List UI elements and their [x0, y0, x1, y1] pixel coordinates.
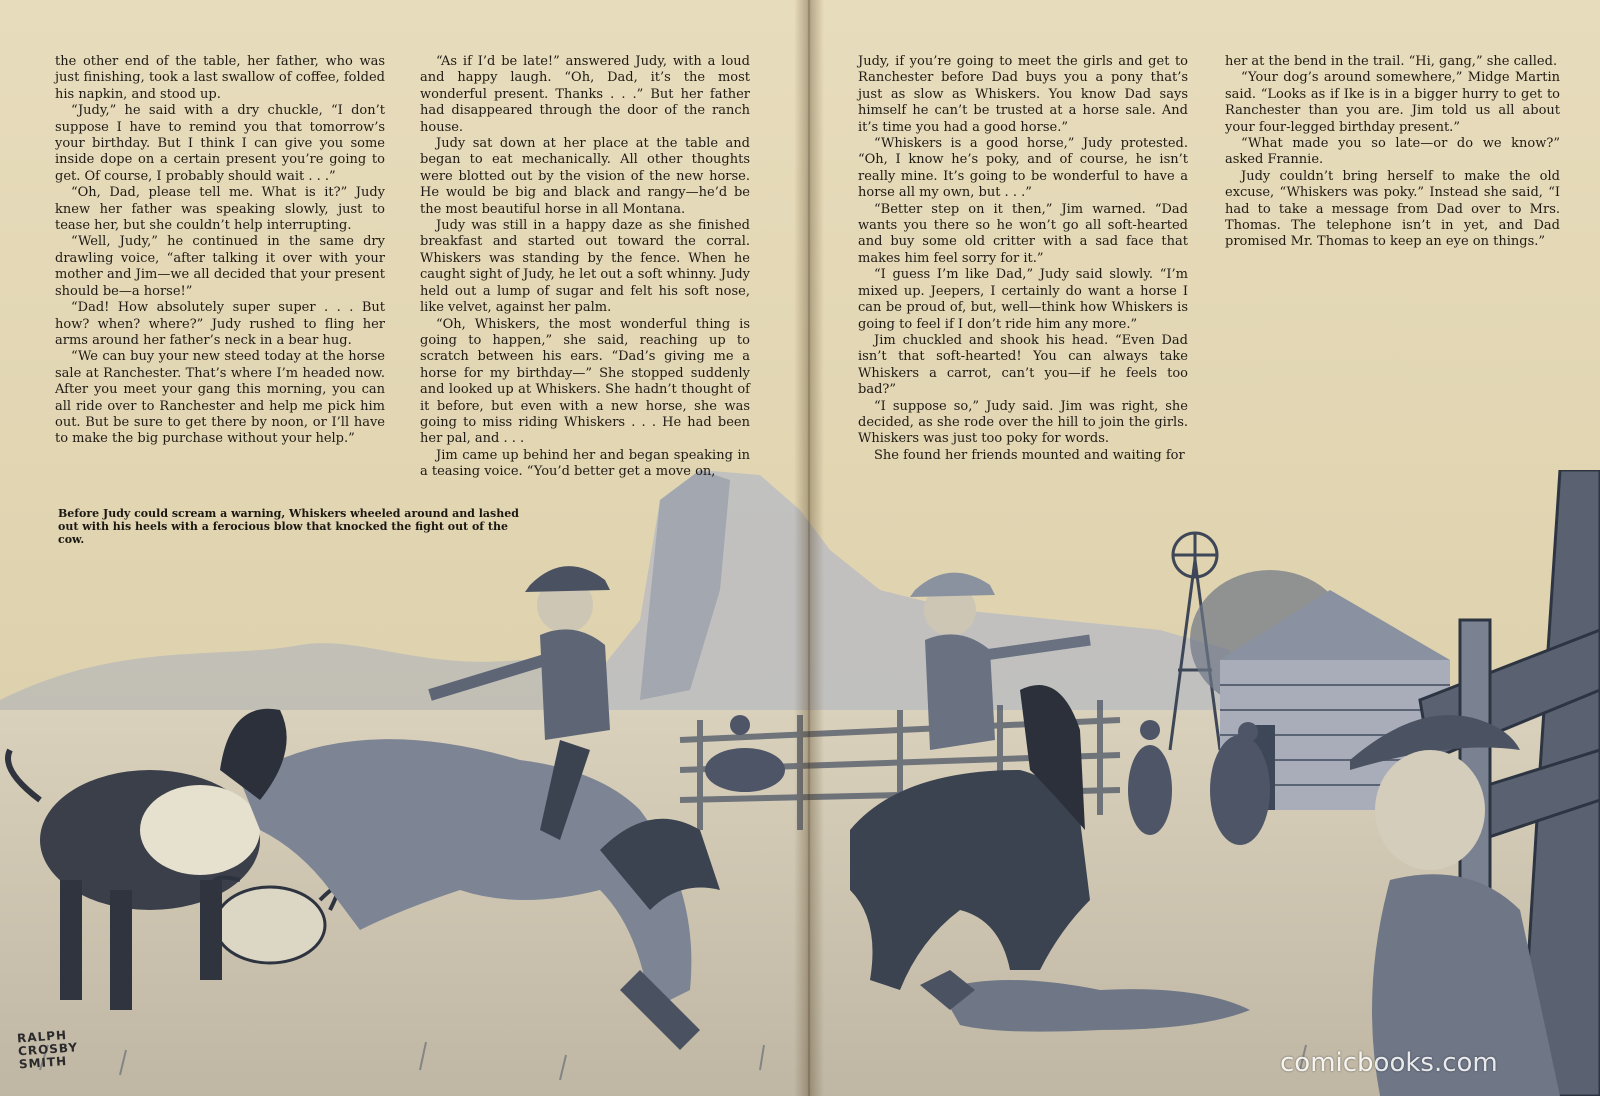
- paragraph: Judy was still in a happy daze as she finished breakfast and started out toward the corral. Whiskers was standing by the fence. When he caught sight of Judy, he let out a soft whinny. Judy held out a lump of sugar and felt his soft nose, like velvet, against her palm.: [420, 218, 750, 316]
- paragraph: “As if I’d be late!” answered Judy, with a loud and happy laugh. “Oh, Dad, it’s the most wonderful present. Thanks . . .” But her father had disappeared through the door of the ranch house.: [420, 54, 750, 135]
- story-column-4: [1225, 54, 1560, 251]
- paragraph: “I guess I’m like Dad,” Judy said slowly. “I’m mixed up. Jeepers, I certainly do want a horse I can be proud of, but, well—think how Whiskers is going to feel if I don’t ride him any more.”: [858, 267, 1188, 332]
- paragraph: “Oh, Dad, please tell me. What is it?” Judy knew her father was speaking slowly, just to tease her, but she couldn’t help interrupting.: [55, 185, 385, 234]
- paragraph: “Well, Judy,” he continued in the same dry drawling voice, “after talking it over with your mother and Jim—we all decided that your present should be—a horse!”: [55, 234, 385, 299]
- paragraph: “Better step on it then,” Jim warned. “Dad wants you there so he won’t go all soft-hearted and buy some old critter with a sad face that makes him feel sorry for it.”: [858, 201, 1188, 266]
- site-watermark: comicbooks.com: [1280, 1048, 1498, 1078]
- paragraph: Judy, if you’re going to meet the girls and get to Ranchester before Dad buys you a pony that’s just as slow as Whiskers. You know Dad says himself he can’t be trusted at a horse sale. And it’s time you had a good horse.”: [858, 54, 1188, 135]
- paragraph: Judy sat down at her place at the table and began to eat mechanically. All other thoughts were blotted out by the vision of the new horse. He would be big and black and rangy—he’d be the most beautiful horse in all Montana.: [420, 136, 750, 217]
- paragraph: the other end of the table, her father, who was just finishing, took a last swallow of coffee, folded his napkin, and stood up.: [55, 54, 385, 102]
- paragraph: “Oh, Whiskers, the most wonderful thing is going to happen,” she said, reaching up to scratch between his ears. “Dad’s giving me a horse for my birthday—” She stopped suddenly and looked up at Whiskers. She hadn’t thought of it before, but even with a new horse, she was going to miss riding Whiskers . . . He had been her pal, and . . .: [420, 316, 750, 447]
- page-gutter: [794, 0, 824, 1096]
- paragraph: “What made you so late—or do we know?” asked Frannie.: [1225, 136, 1560, 168]
- story-column-1: [55, 54, 385, 448]
- paragraph: Judy couldn’t bring herself to make the old excuse, “Whiskers was poky.” Instead she said, “I had to take a message from Dad over to Mrs. Thomas. The telephone isn’t in yet, and Dad promised Mr. Thomas to keep an eye on things.”: [1225, 168, 1560, 250]
- paragraph: She found her friends mounted and waiting for: [874, 447, 1185, 463]
- paragraph: her at the bend in the trail. “Hi, gang,” she called.: [1225, 54, 1558, 69]
- paragraph: “Dad! How absolutely super super . . . But how? when? where?” Judy rushed to fling her arms around her father’s neck in a bear hug.: [55, 300, 385, 348]
- paragraph: “I suppose so,” Judy said. Jim was right, she decided, as she rode over the hill to join the girls. Whiskers was just too poky for words.: [858, 398, 1188, 447]
- artist-signature: RALPH CROSBY SMITH: [16, 1028, 79, 1072]
- paragraph: “We can buy your new steed today at the horse sale at Ranchester. That’s where I’m headed now. After you meet your gang this morning, you can all ride over to Ranchester and help me pick him out. But be sure to get there by noon, or I’ll have to make the big purchase without your help.”: [55, 349, 385, 447]
- paragraph: “Judy,” he said with a dry chuckle, “I don’t suppose I have to remind you that tomorrow’s your birthday. But I think I can give you some inside dope on a certain present you’re going to get. Of course, I probably should wait . . .”: [55, 103, 385, 184]
- paragraph: “Your dog’s around somewhere,” Midge Martin said. “Looks as if Ike is in a bigger hurry to get to Ranchester than you are. Jim told us all about your four-legged birthday present.”: [1225, 70, 1560, 135]
- story-column-3: [858, 54, 1188, 464]
- paragraph: Jim came up behind her and began speaking in a teasing voice. “You’d better get a move on,: [420, 447, 750, 480]
- illustration-caption: Before Judy could scream a warning, Whiskers wheeled around and lashed out with his heels with a ferocious blow that knocked the fight out of the cow.: [58, 507, 519, 546]
- paragraph: Jim chuckled and shook his head. “Even Dad isn’t that soft-hearted! You can always take Whiskers a carrot, can’t you—if he feels too bad?”: [858, 332, 1188, 398]
- story-column-2: [420, 54, 750, 481]
- paragraph: “Whiskers is a good horse,” Judy protested. “Oh, I know he’s poky, and of course, he isn’t really mine. It’s going to be wonderful to have a horse all my own, but . . .”: [858, 136, 1188, 201]
